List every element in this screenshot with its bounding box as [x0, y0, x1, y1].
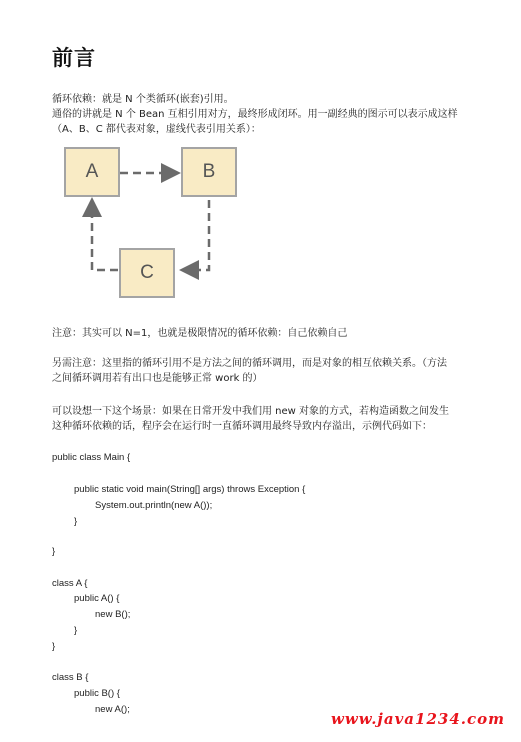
intro-line-2: 通俗的讲就是 N 个 Bean 互相引用对方，最终形成闭环。用一副经典的图示可以表示成这样 — [52, 109, 458, 120]
intro-line-3: （A、B、C 都代表对象，虚线代表引用关系）： — [52, 124, 261, 135]
code-line: System.out.println(new A()); — [95, 500, 213, 511]
intro-line-1: 循环依赖：就是 N 个类循环(嵌套)引用。 — [52, 94, 234, 105]
code-line: new A(); — [95, 704, 130, 715]
scenario-line-1: 可以设想一下这个场景：如果在日常开发中我们用 new 对象的方式，若构造函数之间发生 — [52, 406, 450, 417]
code-line: public static void main(String[] args) throws Exception { — [74, 484, 306, 495]
arrow-b-to-c — [184, 200, 209, 270]
code-line: } — [74, 625, 78, 636]
circular-dependency-diagram — [52, 140, 252, 310]
note2-line-1: 另需注意：这里指的循环引用不是方法之间的循环调用，而是对象的相互依赖关系。（方法 — [52, 358, 447, 369]
code-line: class A { — [52, 578, 88, 589]
code-line: new B(); — [95, 609, 131, 620]
site-watermark: www.java1234.com — [330, 710, 505, 728]
code-line: public A() { — [74, 593, 120, 604]
code-line: class B { — [52, 672, 89, 683]
page-title: 前言 — [52, 46, 96, 70]
code-line: } — [52, 641, 56, 652]
code-line: } — [52, 546, 56, 557]
note-self-dependency: 注意：其实可以 N=1，也就是极限情况的循环依赖：自己依赖自己 — [52, 328, 348, 339]
code-line: public B() { — [74, 688, 120, 699]
code-line: public class Main { — [52, 452, 131, 463]
scenario-line-2: 这种循环依赖的话，程序会在运行时一直循环调用最终导致内存溢出，示例代码如下： — [52, 421, 432, 432]
note2-line-2: 之间循环调用若有出口也是能够正常 work 的） — [52, 373, 263, 384]
arrow-c-to-a — [92, 202, 118, 270]
code-line: } — [74, 516, 78, 527]
box-c: C — [119, 248, 175, 298]
box-b: B — [181, 147, 237, 197]
box-a: A — [64, 147, 120, 197]
